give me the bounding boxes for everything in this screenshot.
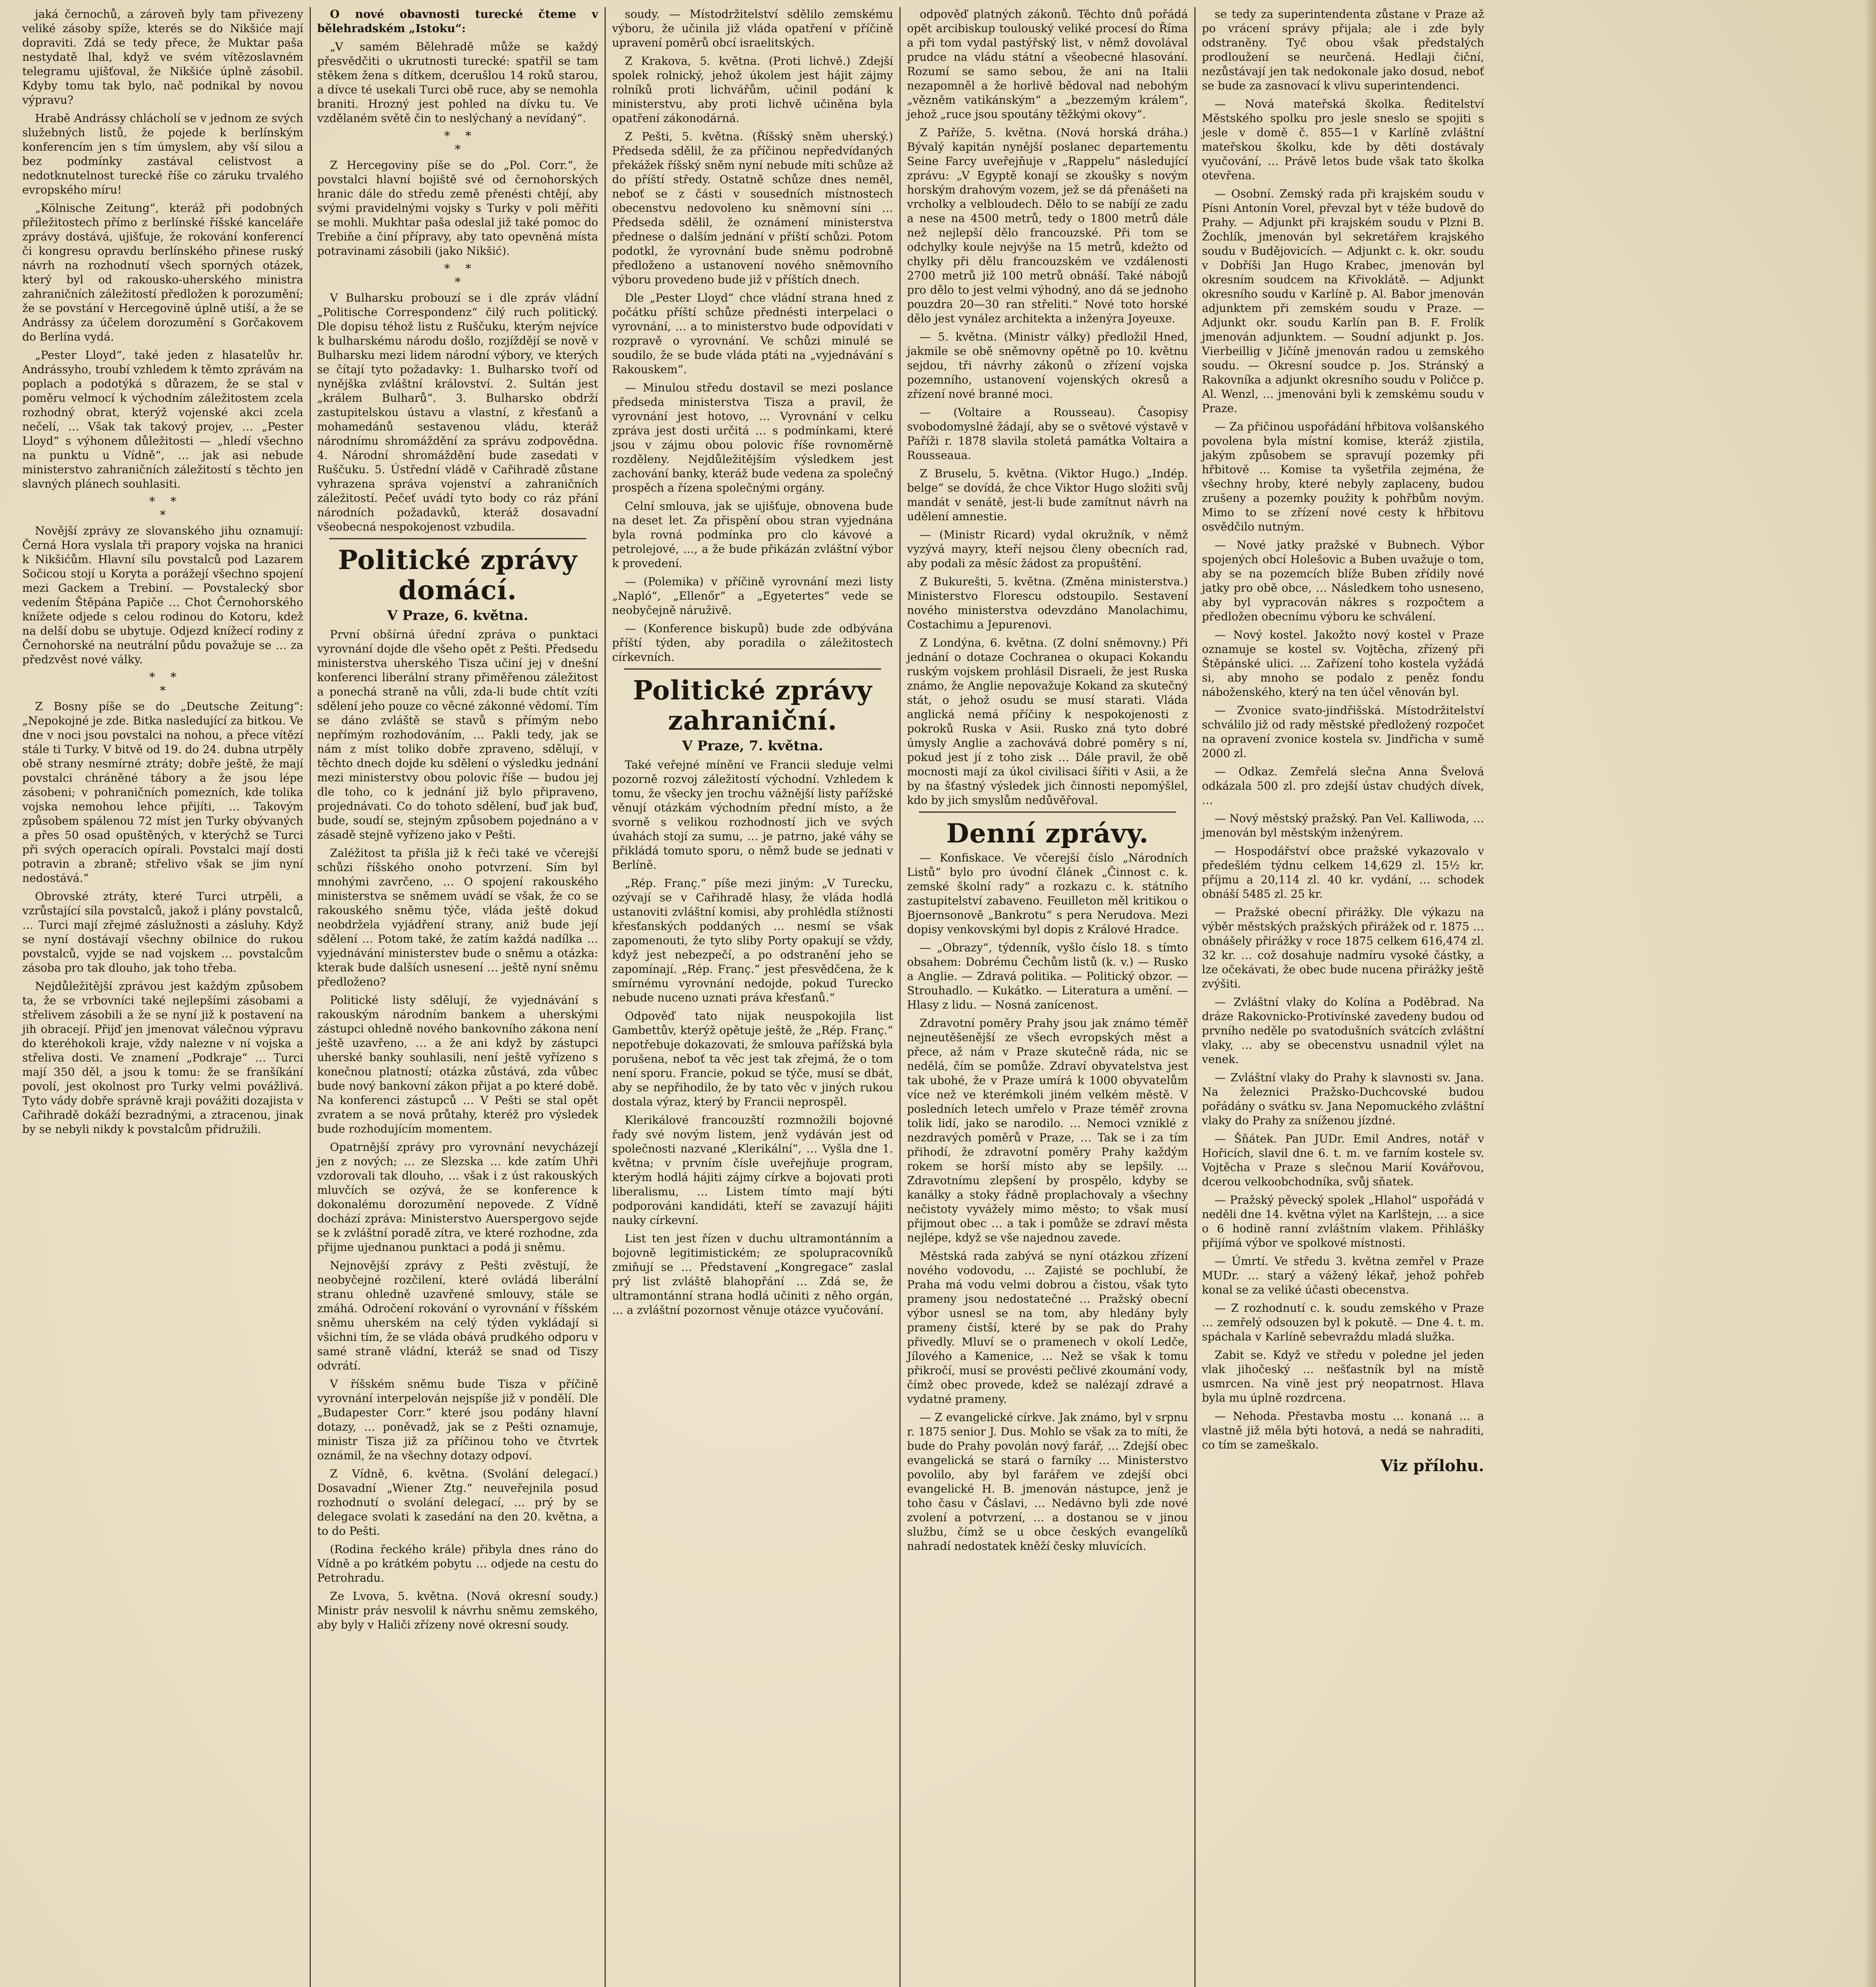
paragraph: — Zvláštní vlaky do Prahy k slavnosti sv. Jana. Na železnici Pražsko-Duchcovské budou pořádány o svátku sv. Jana Nepomuckého zvláštní vlaky do Prahy za sníženou jízdné.	[1202, 1071, 1484, 1127]
section-divider: * * *	[444, 262, 471, 289]
paragraph: Z Bosny píše se do „Deutsche Zeitung“: „Nepokojné je zde. Bitka nasledující za bitkou. Ve dne v noci jsou povstalci na nohou, a přece vítězí stále ti Turky. V bitvě od 19. do 24. dubna utrpěly obě strany nesmírné ztráty; dobře ještě, že mají povstalci chráněné tábory a že jsou lépe zásobeni; v pohraničních pomezních, kde tolika vojska nemohou lehce přijíti, … Takovým způsobem spálenou 72 míst jen Turky obývaných a přes 50 osad opuštěných, v kterýchž se Turci při svých operacích opírali. Povstalci mají dosti potravin a zbraně; střelivo však se jim nyní nedostává.“	[22, 700, 303, 885]
paragraph: V říšském sněmu bude Tisza v příčině vyrovnání interpelován nejspíše již v pondělí. Dle „Budapester Corr.“ které jsou podány hlavní dotazy, … poněvadž, jak se z Pešti oznamuje, ministr Tisza již za příčinou toho ve čtvrtek oznámil, že na všechny dotazy odpoví.	[317, 1377, 598, 1462]
paragraph: Z Hercegoviny píše se do „Pol. Corr.“, že povstalci hlavní bojiště své od černohorských hranic dále do středu země přenésti chtějí, aby svými pravidelnými vojsky s Turky v poli měřiti se mohli. Mukhtar paša odeslal již také pomoc do Trebiňe a činí přípravy, aby tato opevněná místa potravinami zásobili (jako Nikšić).	[317, 159, 598, 258]
section-heading: Politické zprávy domácí.	[338, 544, 578, 606]
rule	[329, 538, 586, 539]
section-heading: Denní zprávy.	[946, 818, 1149, 849]
section-divider: * * *	[444, 129, 471, 157]
paragraph: Také veřejné mínění ve Francii sleduje velmi pozorně rozvoj záležitostí východní. Vzhledem k tomu, že všecky jen trochu vážnější listy pařížské věnují otázkám východním přední místo, a že svorně s velikou rozhodností jich ve svých úvahách stojí za sumu, … je patrno, jaké váhy se přikládá tomuto sporu, o němž bude se jednati v Berlíně.	[612, 758, 893, 871]
paragraph: — Zvláštní vlaky do Kolína a Poděbrad. Na dráze Rakovnicko-Protivínské zavedeny budou od prvního neděle po svatodušních svátcích zvláštní vlaky, … aby se obecenstvu usnadnil výlet na venek.	[1202, 995, 1484, 1066]
paper-edge	[1864, 0, 1876, 1987]
paragraph: Nejnovější zprávy z Pešti zvěstují, že neobyčejné rozčilení, které ovládá liberální stranu ohledně uzavřené smlouvy, stále se zmáhá. Odročení rokování o vyrovnání v říšském sněmu uherském na celý týden vykládají si všichni tím, že se vláda obává prudkého odporu v samé straně vládní, kteráž se snad od Tiszy odvrátí.	[317, 1259, 598, 1372]
paragraph: — Minulou středu dostavil se mezi poslance předseda ministerstva Tisza a pravil, že vyrovnání jest hotovo, … Vyrovnání v celku zpráva jest dosti určitá … s podmínkami, které jsou v zájmu obou polovic říše rovnoměrně rozděleny. Nejdůležitějším výsledkem jest zachování banky, kteráž bude vedena za společný prospěch a řízena společnými orgány.	[612, 381, 893, 494]
section-heading: Politické zprávy zahraniční.	[633, 675, 872, 736]
paragraph: — Pražské obecní přirážky. Dle výkazu na výběr městských pražských přirážek od r. 1875 … obnášely přirážky v roce 1875 celkem 616,474 zl. 32 kr. … což dosahuje nadmíru vysoké částky, a lze očekávati, že obec bude nucena přirážky ještě zvýšiti.	[1202, 906, 1484, 990]
paragraph: — Z rozhodnutí c. k. soudu zemského v Praze … zemřelý odsouzen byl k pokutě. — Dne 4. t. m. spáchala v Karlíně sebevraždu mladá služka.	[1202, 1301, 1484, 1343]
paragraph: Zaléžitost ta přišla již k řeči také ve včerejší schůzi říšského onoho potvrzení. Sím byl mnohými zavrčeno, … O spojení rakouského ministerstva se sněmem uvádí se však, že co se rakouského sněmu týče, vláda ještě dokud neobdržela vyjádření strany, aniž bude její sdělení … Potom také, že zatím každá nadílka … vyjednávání ministerstev bude o sněmu a otázka: kterak bude dalších usnesení … ještě nyní sněmu předloženo?	[317, 846, 598, 988]
paragraph: Odpověď tato nijak neuspokojila list Gambettův, kterýž opětuje ještě, že „Rép. Franç.“ nepotřebuje dokazovati, že smlouva pařížská byla porušena, neboť ta věc jest tak zřejmá, že o tom není sporu. Francie, pokud se týče, musí se dbát, aby se nepřihodilo, že by tato věc v jiných rukou dostala výraz, který by Francii neprospěl.	[612, 1009, 893, 1108]
dateline: V Praze, 6. května.	[387, 608, 528, 624]
paragraph: „Kölnische Zeitung“, kteráž při podobných příležitostech přímo z berlínské říšské kanceláře zprávy dostává, ujišťuje, že rokování konferencí či kongresu opravdu berlínského přinese ruský návrh na rozhodnutí všech sporných otázek, který byl od rakousko-uherského ministra zahraničních záležitostí předložen k porozumění; že se povstání v Hercegovině úplně utiší, a že se Andrássy za účelem dorozumění s Gorčakovem do Berlína vydá.	[22, 201, 303, 343]
paragraph: se tedy za superintendenta zůstane v Praze až po vrácení správy přijala; ale i zde byly odstraněny. Tyč obou však předstalých prodloužení se neurčená. Hedlaji čiční, nezůstávají jen tak nedokonale jako dosud, neboť se bude za zasnovací k vlivu superintendenci.	[1202, 8, 1484, 92]
paragraph: — Úmrtí. Ve středu 3. května zemřel v Praze MUDr. … starý a vážený lékař, jehož pohřeb konal se za veliké účasti obecenstva.	[1202, 1255, 1484, 1296]
paragraph: Obrovské ztráty, které Turci utrpěli, a vzrůstající síla povstalců, jakož i plány povstalců, … Turci mají zřejmé záslužnosti a zásluhy. Když se nyní dostávají všechny obilnice do rukou povstalců, vyjde se nad vojskem … povstalcům zásoba pro tak dlouho, jak toho třeba.	[22, 890, 303, 974]
paragraph: — (Voltaire a Rousseau). Časopisy svobodomyslné žádají, aby se o světové výstavě v Paříži r. 1878 slavila stoletá památka Voltaira a Rousseaua.	[907, 406, 1188, 462]
columns	[16, 7, 1860, 1987]
paragraph: — (Konference biskupů) bude zde odbývána příští týden, aby poradila o záležitostech církevních.	[612, 622, 893, 664]
paragraph: — Za přičinou uspořádání hřbitova volšanského povolena byla místní komise, kteráž zjistila, jakým způsobem se spravují pozemky při hřbitově … Komise ta vyšetřila zejména, že všechny hroby, které nebyly zaplaceny, budou zrušeny a pozemky použity k pohřbům novým. Mimo to se zřízení nové cesty k hřbitovu osvědčilo nutným.	[1202, 420, 1484, 533]
paragraph: — Odkaz. Zemřelá slečna Anna Švelová odkázala 500 zl. pro zdejší ústav chudých dívek, …	[1202, 765, 1484, 807]
paragraph: Klerikálové francouzští rozmnožili bojovné řady své novým listem, jenž vydáván jest od společnosti nazvané „Klerikální“, … Vyšla dne 1. května; v prvním čísle uveřejňuje program, kterým hodlá hájiti zájmy církve a bojovati proti liberalismu, … Listem tímto mají býti podporováni kandidáti, kteří se zavazují hájiti nauky církevní.	[612, 1114, 893, 1227]
paragraph: — (Ministr Ricard) vydal okružník, v němž vyzývá mayry, kteří nejsou členy obecních rad, aby podali za měsíc žádost za propuštění.	[907, 528, 1188, 570]
rule	[919, 811, 1176, 813]
paragraph: — Z evangelické církve. Jak známo, byl v srpnu r. 1875 senior J. Dus. Mohlo se však za to míti, že bude do Prahy povolán nový farář, … Zdejší obec evangelická se stará o farníky … Ministerstvo povolilo, aby byl farářem ve zdejší obci evangelické H. B. jmenován nástupce, jenž je toho času v Čáslavi, … Nedávno byli zde nové zvolení a potvrzení, … a dostanou se v jinou službu, čímž se u obce českých evangelíků nahradí nedostatek kněží česky mluvících.	[907, 1411, 1188, 1553]
paragraph: Z Londýna, 6. května. (Z dolní sněmovny.) Při jednání o dotaze Cochranea o okupaci Kokandu ruským vojskem prohlásil Disraeli, že jest Ruska známo, že Anglie nepovažuje Kokand za skutečný stát, o jehož osudu se musí starati. Vláda anglická nemá příčiny k nespokojenosti z pokroků Ruska v Asii. Rusko zná tyto dobré úmysly Anglie a zachovává dobré poměry s ní, pokud jest jí z toho zisk … Dále pravil, že obě mocnosti mají za úkol civilisaci šířiti v Asii, a že by na šťastný výsledek jich činnosti nepomýšlel, kdo by jich smyslům nedůvěřoval.	[907, 636, 1188, 807]
dateline: V Praze, 7. května.	[682, 738, 823, 754]
section-divider: * * *	[149, 495, 176, 522]
paragraph: V Bulharsku probouzí se i dle zpráv vládní „Politische Correspondenz“ čilý ruch politický. Dle dopisu téhož listu z Ruščuku, kterým nejvíce k bulharskému národu došlo, rozjíždějí se nově v Bulharsku mezi lidem národní výbory, ve kterých se čítají tyto požadavky: 1. Bulharsko tvoří od nynějška zvláštní království. 2. Sultán jest „králem Bulharů“. 3. Bulharsko obdrží zastupitelskou ústavu a vlastní, z křesťanů a mohamedánů sestavenou vládu, kteráž národnímu shromáždění za správu zodpovědna. 4. Národní shromáždění bude zasedati v Ruščuku. 5. Ústřední vládě v Cařihradě zůstane vyhrazena správa vojenství a zahraničních záležitostí. Pečeť uvádí tyto body co ráz přání národních požadavků, kteráž dosavadní všeobecná nespokojenost vzbudila.	[317, 291, 598, 533]
paragraph: Z Krakova, 5. května. (Proti lichvě.) Zdejší spolek rolnický, jehož úkolem jest hájit zájmy rolníků proti lichvářům, učinil podání k ministerstvu, aby proti lichvě učiněna byla opatření zákonodárná.	[612, 54, 893, 125]
paragraph: (Rodina řeckého krále) přibyla dnes ráno do Vídně a po krátkém pobytu … odjede na cestu do Petrohradu.	[317, 1543, 598, 1584]
column-3	[606, 7, 901, 1987]
paragraph: soudy. — Místodržitelství sdělilo zemskému výboru, že učinila již vláda opatření v příčině upravení poměrů obcí israelitských.	[612, 8, 893, 49]
paragraph: odpověď platných zákonů. Těchto dnů pořádá opět arcibiskup toulouský veliké procesí do Říma a při tom vydal pastýřský list, v němž dovolával prudce na vládu státní a všeobecné hlasování. Rozumí se samo sebou, že ani na Italii nezapomněl a že horlivě bědoval nad nebohým „vězněm vatikánským“ a „bezzemým králem“, jehož „ruce jsou spoutány těžkými okovy“.	[907, 8, 1188, 121]
paragraph: Z Pešti, 5. května. (Říšský sněm uherský.) Předseda sdělil, že za příčinou nepředvídaných překážek říšský sněm nyní nebude míti schůze až do příští středy. Ostatně schůze dnes neměl, neboť se z části v sousedních místnostech obecenstvu nedovoleno ku sněmovní síni … Předseda sdělil, že oznámení ministerstva přednese o dalším jednání v příští schůzi. Potom podotkl, že vyrovnání bude sněmu podrobně předloženo a ustanovení nového sněmovního výboru provedeno bude již v příštích dnech.	[612, 130, 893, 286]
paragraph: — Zvonice svato-jindřišská. Místodržitelství schválilo již od rady městské předložený rozpočet na opravení zvonice kostela sv. Jindřicha v sumě 2000 zl.	[1202, 704, 1484, 760]
paragraph: — Nový kostel. Jakožto nový kostel v Praze oznamuje se kostel sv. Vojtěcha, zřízený při Štěpánské ulici. … Zařízení toho kostela vyžádá si, aby mnoho se podalo z peněz fondu náboženského, který na ten účel věnován byl.	[1202, 628, 1484, 699]
column-5	[1196, 7, 1490, 1987]
paragraph: Opatrnější zprávy pro vyrovnání nevycházejí jen z nových; … ze Slezska … kde zatím Uhři vzdorovali tak dlouho, … však i z úst rakouských mluvčích se ozývá, že se konference k dokonalému dorozumění nepovede. Z Vídně dochází zpráva: Ministerstvo Auerspergovo sejde se k zvláštní poradě zítra, ve které rozhodne, zda přijme ujednanou punktaci a podá ji sněmu.	[317, 1141, 598, 1254]
section-divider: * * *	[149, 670, 176, 698]
paragraph: Ze Lvova, 5. května. (Nová okresní soudy.) Ministr práv nesvolil k návrhu sněmu zemského, aby byly v Haliči zřízeny nové okresní soudy.	[317, 1590, 598, 1631]
paragraph: Dle „Pester Lloyd“ chce vládní strana hned z počátku příští schůze přednésti interpelaci o vyrovnání, … a to ministerstvo bude odpovídati v rozpravě o vyrovnání. Ve schůzi minulé se soudilo, že se bude vláda ptáti na „vyjednávání s Rakouskem“.	[612, 291, 893, 376]
paragraph: „Pester Lloyd“, také jeden z hlasatelův hr. Andrássyho, troubí vzhledem k těmto zprávám na poplach a podotýká s důrazem, že se stal v poměru velmocí k východním záležitostem zcela rozhodný obrat, kterýž vojenské akci zcela nečelí, … Však tak takový projev, … „Pester Lloyd“ s výhonem důležitosti — „hledí všechno na punktu u Vídně“, … jak asi nebude ministerstvo zahraničních záležitostí s těchto jen slavných plánech souhlasiti.	[22, 349, 303, 490]
paragraph: — (Polemika) v příčině vyrovnání mezi listy „Napló“, „Ellenőr“ a „Egyetertes“ vede se neobyčejně náruživě.	[612, 575, 893, 617]
paragraph: jaká černochů, a zároveň byly tam přivezeny veliké zásoby spíže, kterés se do Nikšiće mají dopraviti. Zdá se tedy přece, že Muktar paša nestydatě lhal, když ve svém vítězoslavném telegramu ujišťoval, že Nikšiće úplně zásobil. Kdyby tomu tak bylo, nač podnikal by novou výpravu?	[22, 8, 303, 107]
paragraph: Z Vídně, 6. května. (Svolání delegací.) Dosavadní „Wiener Ztg.“ neuveřejnila posud rozhodnutí o svolání delegací, … prý by se delegace svolati k zasedání na den 20. května, a to do Pešti.	[317, 1467, 598, 1538]
rule	[624, 668, 881, 670]
paragraph: — Nová mateřská školka. Ředitelství Městského spolku pro jesle sneslo se spojiti s jesle v domě č. 855—1 v Karlíně zvláštní mateřskou školku, kde by děti dostávaly vyučování, … Právě letos bude však tato školka otevřena.	[1202, 97, 1484, 182]
see-supplement-note: Viz přílohu.	[1380, 1456, 1484, 1475]
paragraph: Nejdůležitější zprávou jest každým způsobem ta, že se vrbovníci také nejlepšími zásobami a střelivem zásobili a že se nyní již k postavení na jih obracejí. Přijď jen jmenovat válečnou výpravu do kteréhokoli kraje, vždy nalezne v ní vojska a střeliva dosti. Ve znamení „Podkraje“ … Turci mají 350 děl, a jsou k tomu: že se franšíkání povolí, jest okolnost pro Turky velmi povážlivá. Tyto vády dobře správně kraji povážiti dozajista v Cařihradě dokáží bezradnými, a ztracenou, jinak by se nebyli nikdy k povstalcům přidružili.	[22, 980, 303, 1136]
paragraph: Celní smlouva, jak se ujišťuje, obnovena bude na deset let. Za přispění obou stran vyjednána byla rovná podmínka pro clo kávové a petrolejové, …, a že bude přikázán zvláštní výbor k provedení.	[612, 500, 893, 570]
paragraph: — Nový městský pražský. Pan Vel. Kalliwoda, … jmenován byl městským inženýrem.	[1202, 812, 1484, 839]
paragraph: — 5. května. (Ministr války) předložil Hned, jakmile se obě sněmovny opětně po 10. květnu sejdou, tři návrhy zákonů o zřízení vojska pozemního, ustanovení vojenských okresů a zřízení nové branné moci.	[907, 330, 1188, 401]
paragraph: — Nové jatky pražské v Bubnech. Výbor spojených obcí Holešovic a Buben uvažuje o tom, aby se na pozemcích blíže Buben zřídily nové jatky pro obě obce, … Následkem toho usneseno, aby byl vypracován nákres s rozpočtem a předložen obecnímu výboru ke schválení.	[1202, 538, 1484, 623]
paragraph: Zdravotní poměry Prahy jsou jak známo téměř nejneutěšenější ze všech evropských měst a přece, až nám v Praze skutečně ráda, nic se nedělá, čím se pomůže. Zdraví obyvatelstva jest tak ubohé, že v Praze umírá k 1000 obyvatelům více než ve kterémkoli jiném velkém městě. V posledních letech umřelo v Praze téměř zrovna tolik lidí, jako se narodilo. … Nemoci vzniklé z nezdravých poměrů v Praze, … Tak se i za tím přihodí, že zdravotní poměry Prahy každým rokem se horší místo aby se lepšily. … Zdravotnímu zlepšení by prospělo, kdyby se kanálky a stoky řádně proplachovaly a všechny nečistoty vyvážely mimo město; to však musí přijmout obec … a tak i pomůže se zdraví města nejlépe, když se vše najednou zavede.	[907, 1017, 1188, 1244]
paragraph: Hrabě Andrássy chlácholí se v jednom ze svých služebných listů, že pojede k berlínským konferencím jen s tím úmyslem, aby vší silou a bez podmínky zastával celistvost a nedotknutelnost turecké říše co záruku trvalého evropského míru!	[22, 112, 303, 196]
paragraph: Z Paříže, 5. května. (Nová horská dráha.) Bývalý kapitán nynější poslanec departementu Seine Farcy uveřejňuje v „Rappelu“ následující zprávu: „V Egyptě konají se zkoušky s novým horským drahovým vozem, jež se dá přenášeti na vrcholky a velbloudech. Dělo to se nabíjí ze zadu a nese na 4500 metrů, tedy o 1800 metrů dále než nejlepší dělo francouzské. Při tom se odchylky koule nejvýše na 15 metrů, kdežto od chylky při dělu francouzském ve vzdálenosti 2700 metrů již 100 metrů obnáší. Také nábojů pro dělo to jest velmi výhodný, ano dá se jednoho pouzdra 20—30 ran střeliti.“ Nové toto horské dělo jest vynález architekta a inženýra Joyeuxe.	[907, 126, 1188, 325]
paragraph: — Osobní. Zemský rada při krajském soudu v Písni Antonín Vorel, převzal byt v téže budově do Prahy. — Adjunkt při krajském soudu v Plzni B. Žochlík, jmenován byl sekretářem krajského soudu v Budějovicích. — Adjunkt c. k. okr. soudu v Dobříši Jan Hugo Krabec, jmenován byl okresním soudcem na Křivoklátě. — Adjunkt okresního soudu v Karlíně p. Al. Babor jmenován adjunktem při zemském soudu v Praze. — Adjunkt okr. soudu Karlín pan B. F. Frolík jmenován adjunktem. — Soudní adjunkt p. Jos. Vierbeillig v Jičíně jmenován radou u zemského soudu. — Okresní soudce p. Jos. Stránský a Rakovníka a adjunkt okresního soudu v Poličce p. Al. Wenzl, … jmenováni byli k zemskému soudu v Praze.	[1202, 187, 1484, 415]
paragraph: — „Obrazy“, týdenník, vyšlo číslo 18. s tímto obsahem: Dobrému Čechům listů (k. v.) — Rusko a Anglie. — Zdravá politika. — Politický obzor. — Strouhadlo. — Kukátko. — Literatura a umění. — Hlasy z lidu. — Nosná zanícenost.	[907, 941, 1188, 1011]
paragraph: Z Bukurešti, 5. května. (Změna ministerstva.) Ministerstvo Florescu odstoupilo. Sestavení nového ministerstva odevzdáno Manolachimu, Costachimu a Jepurenovi.	[907, 575, 1188, 631]
column-1	[16, 7, 311, 1987]
paragraph: Novější zprávy ze slovanského jihu oznamují: Černá Hora vyslala tři prapory vojska na hranici k Nikšićům. Hlavní sílu povstalců pod Lazarem Sočicou stojí u Koryta a porážejí všechno spojení mezi Gackem a Trebiní. — Povstalecký sbor vedením Štěpána Papiče … Chot Černohorského knížete odjede s celou rodinou do Kotoru, kdež na delší dobu se ubytuje. Odjezd knížecí rodiny z Černohorské na neutrální půdu považuje se … za předzvěst nové války.	[22, 524, 303, 666]
column-2	[311, 7, 606, 1987]
article-lead: O nové obavnosti turecké čteme v bělehradském „Istoku“:	[317, 8, 598, 35]
paragraph: První obšírná úřední zpráva o punktaci vyrovnání dojde dle všeho opět z Pešti. Předsedu ministerstva uherského Tisza učiní jej v dnešní konferenci liberální strany přiměřenou záležitost a ponechá straně na vůli, zda-li bude chtít vzíti sdělení jeho pouze co věcné zákonné vědomí. Tím se dáno zvláště se stavů s přímým nebo nepřímým rozhodováním, … Pakli tedy, jak se nám z míst toliko dobře zpraveno, sdělují, v těchto dnech dojde ku sdělení o výsledku jednání mezi ministerstvy obou polovic říše — budou jej dle toho, co k jednání již bylo připraveno, projednávati. Co do tohoto sdělení, buď jak buď, bude, soudí se, stejným způsobem pojednáno a v zásadě stejně vyřízeno jako v Pešti.	[317, 628, 598, 841]
paragraph: Politické listy sdělují, že vyjednávání s rakouským národním bankem a uherskými zástupci ohledně nového bankovního zákona není ještě uzavřeno, … a že ani když by zástupci uherské banky souhlasili, není ještě vyřízeno s konečnou platností; otázka zůstává, zda vůbec bude nový bankovní zákon přijat a po které době. Na konferenci zástupců … V Pešti se stal opět zvratem a se nová průtahy, kteréž pro výsledek bude rozhodujícím momentem.	[317, 993, 598, 1135]
paragraph: — Nehoda. Přestavba mostu … konaná … a vlastně již měla býti hotová, a nedá se nahraditi, co tím se zameškalo.	[1202, 1410, 1484, 1451]
paragraph: — Hospodářství obce pražské vykazovalo v předešlém týdnu celkem 14,629 zl. 15½ kr. příjmu a 20,114 zl. 40 kr. vydání, … schodek obnáší 5485 zl. 25 kr.	[1202, 844, 1484, 901]
paragraph: Zabit se. Když ve středu v poledne jel jeden vlak jihočeský … nešťastník byl na místě usmrcen. Na vině jest prý neopatrnost. Hlava byla mu úplně rozdrcena.	[1202, 1348, 1484, 1404]
paragraph: — Šňátek. Pan JUDr. Emil Andres, notář v Hořicích, slavil dne 6. t. m. ve farním kostele sv. Vojtěcha v Praze s slečnou Marií Kovářovou, dcerou velkoobchodníka, svůj sňatek.	[1202, 1132, 1484, 1188]
column-4	[901, 7, 1196, 1987]
paragraph: „Rép. Franç.“ píše mezi jiným: „V Turecku, ozývají se v Cařihradě hlasy, že vláda hodlá ustanoviti zvláštní komisi, aby prohlédla stížnosti křesťanských poddaných … nesmí se však zapomenouti, že tyto sliby Porty opakují se vždy, když jest nebezpečí, a po odstranění jeho se zapomínají. „Rép. Franç.“ jest přesvědčena, že k smírnému vyrovnání nedojde, pokud Turecko nebude nuceno uznati práva křesťanů.“	[612, 877, 893, 1004]
paragraph: Městská rada zabývá se nyní otázkou zřízení nového vodovodu, … Zajisté se pochlubí, že Praha má vodu velmi dobrou a čistou, však tyto prameny jsou nedostatečné … Pražský obecní výbor usnesl se na tom, aby hledány byly prameny čistší, které by se pak do Prahy přivedly. Mluví se o pramenech v okolí Ledče, Jílového a Kamenice, … Než se však k tomu přikročí, musí se provésti pečlivé zkoumání vody, čímž obec provede, kdež se nalézají zdravé a vydatné prameny.	[907, 1249, 1188, 1406]
paragraph: — Konfiskace. Ve včerejší číslo „Národních Listů“ bylo pro úvodní článek „Činnost c. k. zemské školní rady“ a rozkazu c. k. státního zastupitelství zabaveno. Feuilleton měl kritikou o Bjoernsonově „Bankrotu“ s pera Nerudova. Mezi dopisy venkovskými byl dopis z Králové Hradce.	[907, 851, 1188, 936]
paragraph: „V samém Bělehradě může se každý přesvědčiti o ukrutnosti turecké: spatřil se tam stěkem žena s dítkem, dcerušlou 14 roků starou, a dívce té usekali Turci obě ruce, aby se nemohla braniti. Hrozný jest pohled na dívku tu. Ve vzdělaném světě čin to neslýchaný a nevídaný“.	[317, 40, 598, 125]
paragraph: List ten jest řízen v duchu ultramontánním a bojovně legitimistickém; ze spolupracovníků zmiňují se … Představení „Kongregace“ zaslal prý list zvláště blahopřání … Zdá se, že ultramontánní strana hodlá učiniti z něho orgán, … a zvláštní pozornost věnuje otázce vyučování.	[612, 1232, 893, 1317]
paragraph: Z Bruselu, 5. května. (Viktor Hugo.) „Indép. belge“ se dovídá, že chce Viktor Hugo složiti svůj mandát v senátě, jest-li bude zamítnut návrh na udělení amnestie.	[907, 467, 1188, 523]
paragraph: — Pražský pěvecký spolek „Hlahol“ uspořádá v neděli dne 14. května výlet na Karlštejn, … a sice o 6 hodině ranní zvláštním vlakem. Přihlášky přijímá výbor ve spolkové místnosti.	[1202, 1193, 1484, 1249]
